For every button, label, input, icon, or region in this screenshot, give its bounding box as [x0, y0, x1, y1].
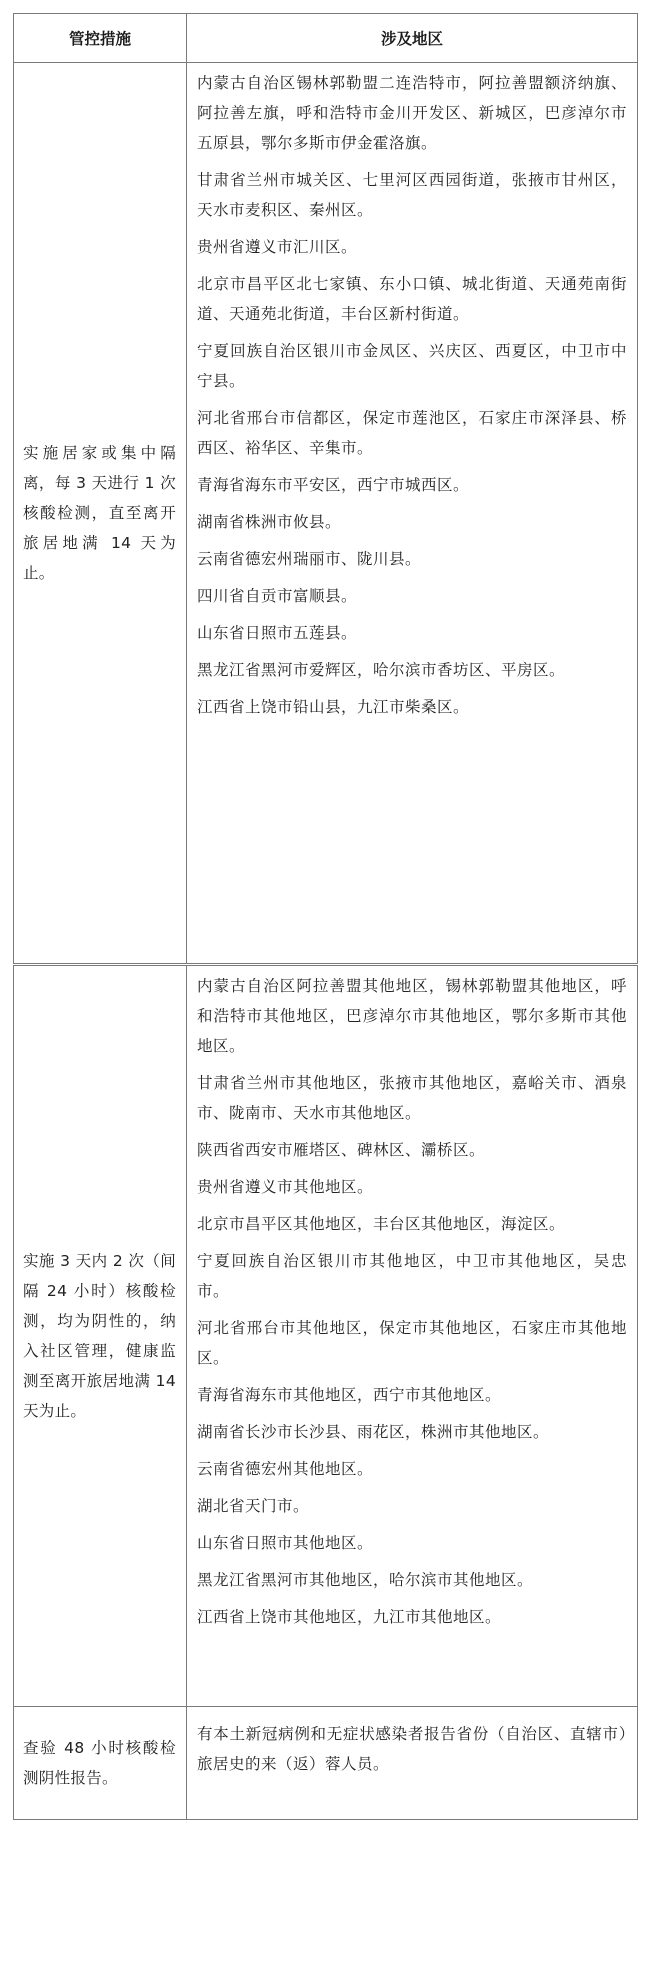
control-measures-table-1: [13, 13, 638, 964]
measure-cell: 实施 3 天内 2 次（间隔 24 小时）核酸检测，均为阴性的，纳入社区管理，健康监测至离开旅居地满 14 天为止。: [14, 966, 187, 1707]
region-entry: 河北省邢台市其他地区，保定市其他地区，石家庄市其他地区。: [197, 1319, 627, 1367]
region-entry: 云南省德宏州瑞丽市、陇川县。: [197, 550, 422, 568]
measure-cell: 实施居家或集中隔离，每 3 天进行 1 次核酸检测，直至离开旅居地满 14 天为止。: [14, 63, 187, 964]
region-entry: 北京市昌平区其他地区，丰台区其他地区，海淀区。: [197, 1215, 566, 1233]
regions-cell: [187, 1707, 638, 1820]
region-entry: 贵州省遵义市其他地区。: [197, 1178, 374, 1196]
region-entry: 内蒙古自治区锡林郭勒盟二连浩特市，阿拉善盟额济纳旗、阿拉善左旗，呼和浩特市金川开发区、新城区，巴彦淖尔市五原县，鄂尔多斯市伊金霍洛旗。: [197, 74, 627, 152]
region-entry: 北京市昌平区北七家镇、东小口镇、城北街道、天通苑南街道、天通苑北街道，丰台区新村街道。: [197, 275, 627, 323]
region-entry: 宁夏回族自治区银川市金凤区、兴庆区、西夏区，中卫市中宁县。: [197, 342, 627, 390]
regions-cell: [187, 63, 638, 964]
region-entry: 云南省德宏州其他地区。: [197, 1460, 374, 1478]
header-region: 涉及地区: [187, 14, 638, 63]
region-entry: 有本土新冠病例和无症状感染者报告省份（自治区、直辖市）旅居史的来（返）蓉人员。: [197, 1725, 627, 1773]
measure-cell: 查验 48 小时核酸检测阴性报告。: [14, 1707, 187, 1820]
region-entry: 湖北省天门市。: [197, 1497, 310, 1515]
region-entry: 湖南省长沙市长沙县、雨花区，株洲市其他地区。: [197, 1423, 550, 1441]
region-entry: 甘肃省兰州市其他地区，张掖市其他地区，嘉峪关市、酒泉市、陇南市、天水市其他地区。: [197, 1074, 627, 1122]
header-measure: 管控措施: [14, 14, 187, 63]
region-entry: 青海省海东市其他地区，西宁市其他地区。: [197, 1386, 502, 1404]
table-row: [14, 1707, 638, 1820]
region-entry: 江西省上饶市其他地区，九江市其他地区。: [197, 1608, 502, 1626]
region-entry: 江西省上饶市铅山县，九江市柴桑区。: [197, 698, 470, 716]
region-entry: 甘肃省兰州市城关区、七里河区西园街道，张掖市甘州区，天水市麦积区、秦州区。: [197, 171, 627, 219]
region-entry: 青海省海东市平安区，西宁市城西区。: [197, 476, 470, 494]
region-entry: 山东省日照市其他地区。: [197, 1534, 374, 1552]
region-entry: 陕西省西安市雁塔区、碑林区、灞桥区。: [197, 1141, 486, 1159]
control-measures-table-2: [13, 965, 638, 1820]
region-entry: 黑龙江省黑河市其他地区，哈尔滨市其他地区。: [197, 1571, 534, 1589]
regions-cell: [187, 966, 638, 1707]
region-entry: 河北省邢台市信都区，保定市莲池区，石家庄市深泽县、桥西区、裕华区、辛集市。: [197, 409, 627, 457]
region-entry: 四川省自贡市富顺县。: [197, 587, 358, 605]
region-entry: 内蒙古自治区阿拉善盟其他地区，锡林郭勒盟其他地区，呼和浩特市其他地区，巴彦淖尔市其他地区，鄂尔多斯市其他地区。: [197, 977, 627, 1055]
region-entry: 黑龙江省黑河市爱辉区，哈尔滨市香坊区、平房区。: [197, 661, 566, 679]
region-entry: 宁夏回族自治区银川市其他地区，中卫市其他地区，吴忠市。: [197, 1252, 627, 1300]
table-header-row: [14, 14, 638, 63]
region-entry: 湖南省株洲市攸县。: [197, 513, 342, 531]
table-row: [14, 966, 638, 1707]
region-entry: 山东省日照市五莲县。: [197, 624, 358, 642]
table-row: [14, 63, 638, 964]
region-entry: 贵州省遵义市汇川区。: [197, 238, 358, 256]
